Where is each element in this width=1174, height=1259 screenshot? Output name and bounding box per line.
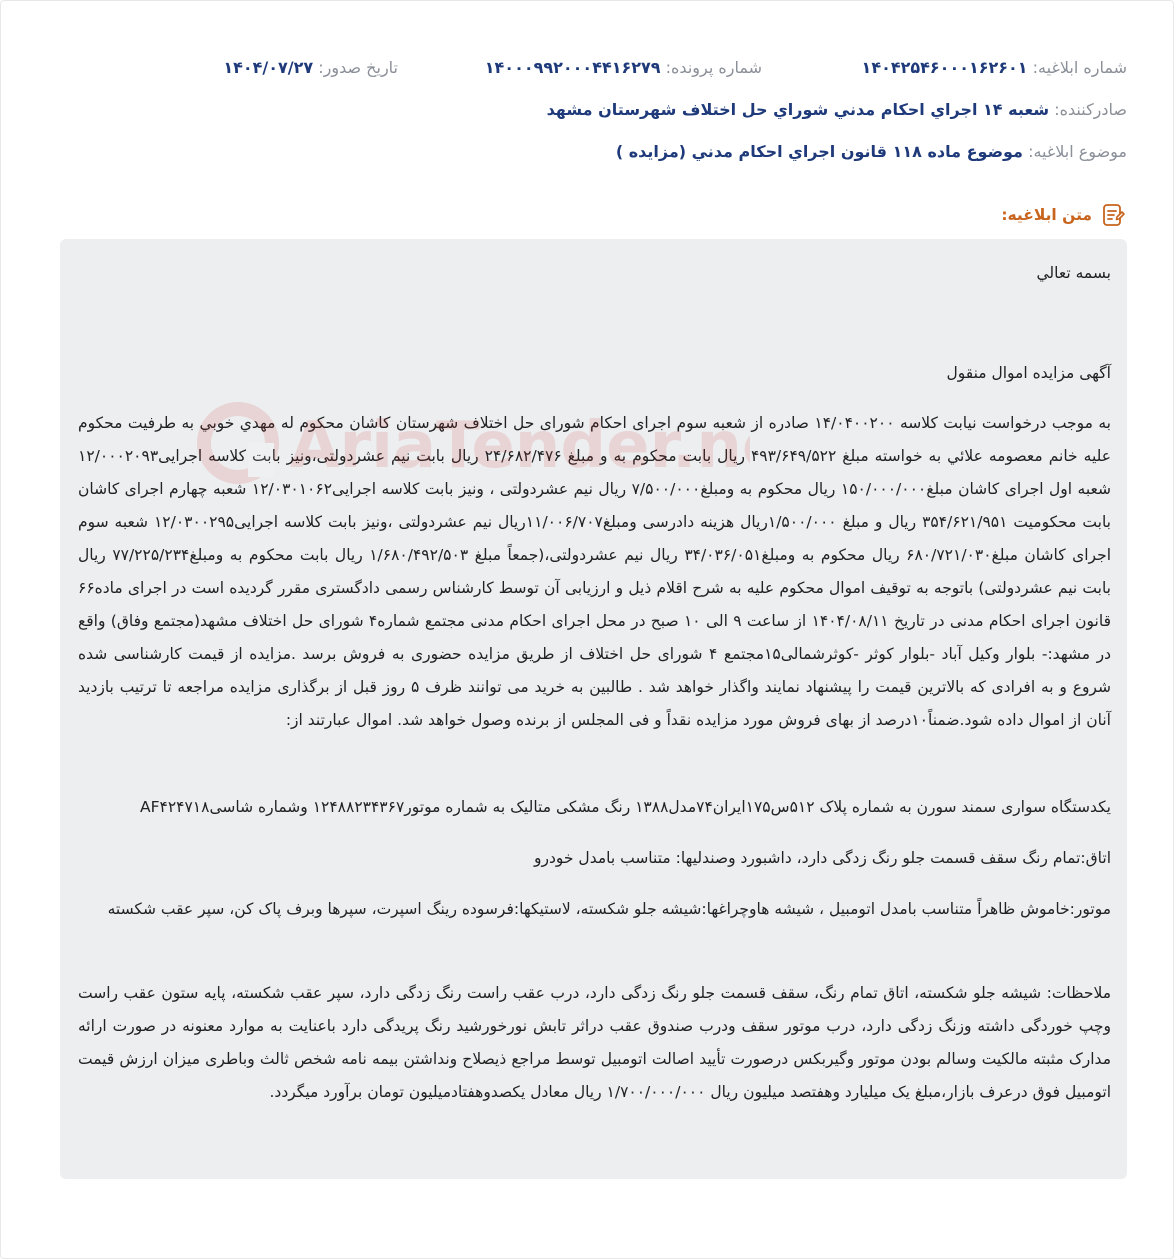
- issuer-label: صادرکننده:: [1054, 100, 1127, 119]
- cabin-condition: اتاق:تمام رنگ سقف قسمت جلو رنگ زدگی دارد، داشبورد وصندلیها: متناسب بامدل خودرو: [534, 849, 1111, 867]
- issue-date: [223, 58, 398, 77]
- issuer: [547, 100, 1127, 119]
- opening-line: بسمه تعالي: [1036, 264, 1111, 282]
- issuer-value: شعبه ۱۴ اجراي احكام مدني شوراي حل اختلاف شهرستان مشهد: [546, 100, 1050, 119]
- subject-label: موضوع ابلاغیه:: [1028, 142, 1127, 161]
- auction-title: آگهی مزایده اموال منقول: [946, 364, 1111, 382]
- notice-number-label: شماره ابلاغیه:: [1032, 58, 1127, 77]
- subject: [616, 142, 1127, 161]
- notice-body-panel: [60, 239, 1127, 1179]
- engine-condition: موتور:خاموش ظاهراً متناسب بامدل اتومبیل ، شیشه هاوچراغها:شیشه جلو شکسته، لاستیکها:فرسوده رینگ اسپرت، سپرها وبرف پاک کن، سپر عقب شکسته: [107, 900, 1111, 918]
- case-number-value: ۱۴۰۰۰۹۹۲۰۰۰۴۴۱۶۲۷۹: [484, 58, 661, 77]
- notice-number: [862, 58, 1127, 77]
- notice-text-title: متن ابلاغیه:: [1001, 206, 1092, 224]
- auction-main-paragraph: به موجب درخواست نیابت کلاسه ۱۴/۰۴۰۰۲۰۰ صادره از شعبه سوم اجرای احکام شورای حل اختلاف شهرستان کاشان محکوم له مهدي خوبي به طرفیت محکوم علیه خانم معصومه علائي به خواسته مبلغ ۴۹۳/۶۴۹/۵۲۲ ریال بابت محکوم به و مبلغ ۲۴/۶۸۲/۴۷۶ ریال بابت نیم عشردولتی،ونیز بابت کلاسه اجرایی۱۲/۰۰۰۲۰۹۳ شعبه اول اجرای کاشان مبلغ۱۵۰/۰۰۰/۰۰۰ ریال محکوم به ومبلغ۷/۵۰۰/۰۰۰ ریال نیم عشردولتی ، ونیز بابت کلاسه اجرایی۱۲/۰۳۰۱۰۶۲ شعبه چهارم اجرای کاشان بابت محکومیت ۳۵۴/۶۲۱/۹۵۱ ریال و مبلغ ۱/۵۰۰/۰۰۰ریال هزینه دادرسی ومبلغ۱۱/۰۰۶/۷۰۷ریال نیم عشردولتی ،ونیز بابت کلاسه اجرایی۱۲/۰۳۰۰۲۹۵ شعبه سوم اجرای کاشان مبلغ۶۸۰/۷۲۱/۰۳۰ ریال محکوم به ومبلغ۳۴/۰۳۶/۰۵۱ ریال نیم عشردولتی،(جمعاً مبلغ ۱/۶۸۰/۴۹۲/۵۰۳ ریال بابت محکوم به ومبلغ۷۷/۲۲۵/۲۳۴ ریال بابت نیم عشردولتی) باتوجه به توقیف اموال محکوم علیه به شرح اقلام ذیل و ارزیابی آن توسط کارشناس رسمی دادگستری مقرر گردیده است در اجرای ماده۶۶ قانون اجرای احکام مدنی در تاریخ ۱۴۰۴/۰۸/۱۱ از ساعت ۹ الی ۱۰ صبح در محل اجرای احکام مدنی مجتمع شماره۴ شورای حل اختلاف مشهد(مجتمع وفاق) واقع در مشهد:- بلوار وکیل آباد -بلوار کوثر -کوثرشمالی۱۵مجتمع ۴ شورای حل اختلاف از طریق مزایده حضوری به فروش برسد .مزایده از قیمت کارشناسی شده شروع و به افرادی که بالاترین قیمت را پیشنهاد نمایند واگذار خواهد شد . طالبین به خرید می توانند ظرف ۵ روز قبل از برگذاری مزایده مراجعه تا ترتیب بازدید آنان از اموال داده شود.ضمناً۱۰درصد از بهای فروش مورد مزایده نقداً و فی المجلس از برنده وصول خواهد شد. اموال عبارتند از:: [78, 414, 1112, 729]
- vehicle-description: یکدستگاه سواری سمند سورن به شماره پلاک ۵۱۲س۱۷۵ایران۷۴مدل۱۳۸۸ رنگ مشکی متالیک به شماره موتور۱۲۴۸۸۲۳۴۳۶۷ وشماره شاسیAF۴۲۴۷۱۸: [139, 798, 1111, 816]
- subject-value: موضوع ماده ۱۱۸ قانون اجراي احكام مدني (مزايده ): [615, 142, 1023, 161]
- notice-number-value: ۱۴۰۴۲۵۴۶۰۰۰۱۶۲۶۰۱: [861, 58, 1028, 77]
- document-icon: [1100, 202, 1126, 228]
- remarks-paragraph: ملاحظات: شیشه جلو شکسته، اتاق تمام رنگ، سقف قسمت جلو رنگ زدگی دارد، درب عقب راست رنگ زدگی دارد، سپر عقب شکسته، پایه ستون عقب راست وچپ خوردگی داشته وزنگ زدگی دارد، درب موتور سقف ودرب صندوق عقب دراثر تابش نورخورشید رنگ پریدگی دارد باعنایت به موارد معنونه در صورت ارائه مدارک مثبته مالکیت وسالم بودن موتور وگیربکس درصورت تأیید اصالت اتومبیل توسط مراجع ذیصلاح ونداشتن بیمه نامه شخص ثالث وباطری میزان ارزش قیمت اتومبیل فوق درعرف بازار،مبلغ یک میلیارد وهفتصد میلیون ریال ۱/۷۰۰/۰۰۰/۰۰۰ ریال معادل یکصدوهفتادمیلیون تومان برآورد میگردد.: [78, 984, 1111, 1101]
- case-number-label: شماره پرونده:: [665, 58, 762, 77]
- case-number: [485, 58, 762, 77]
- issue-date-label: تاریخ صدور:: [318, 58, 398, 77]
- notice-text-heading: [1001, 202, 1126, 228]
- issue-date-value: ۱۴۰۴/۰۷/۲۷: [223, 58, 314, 77]
